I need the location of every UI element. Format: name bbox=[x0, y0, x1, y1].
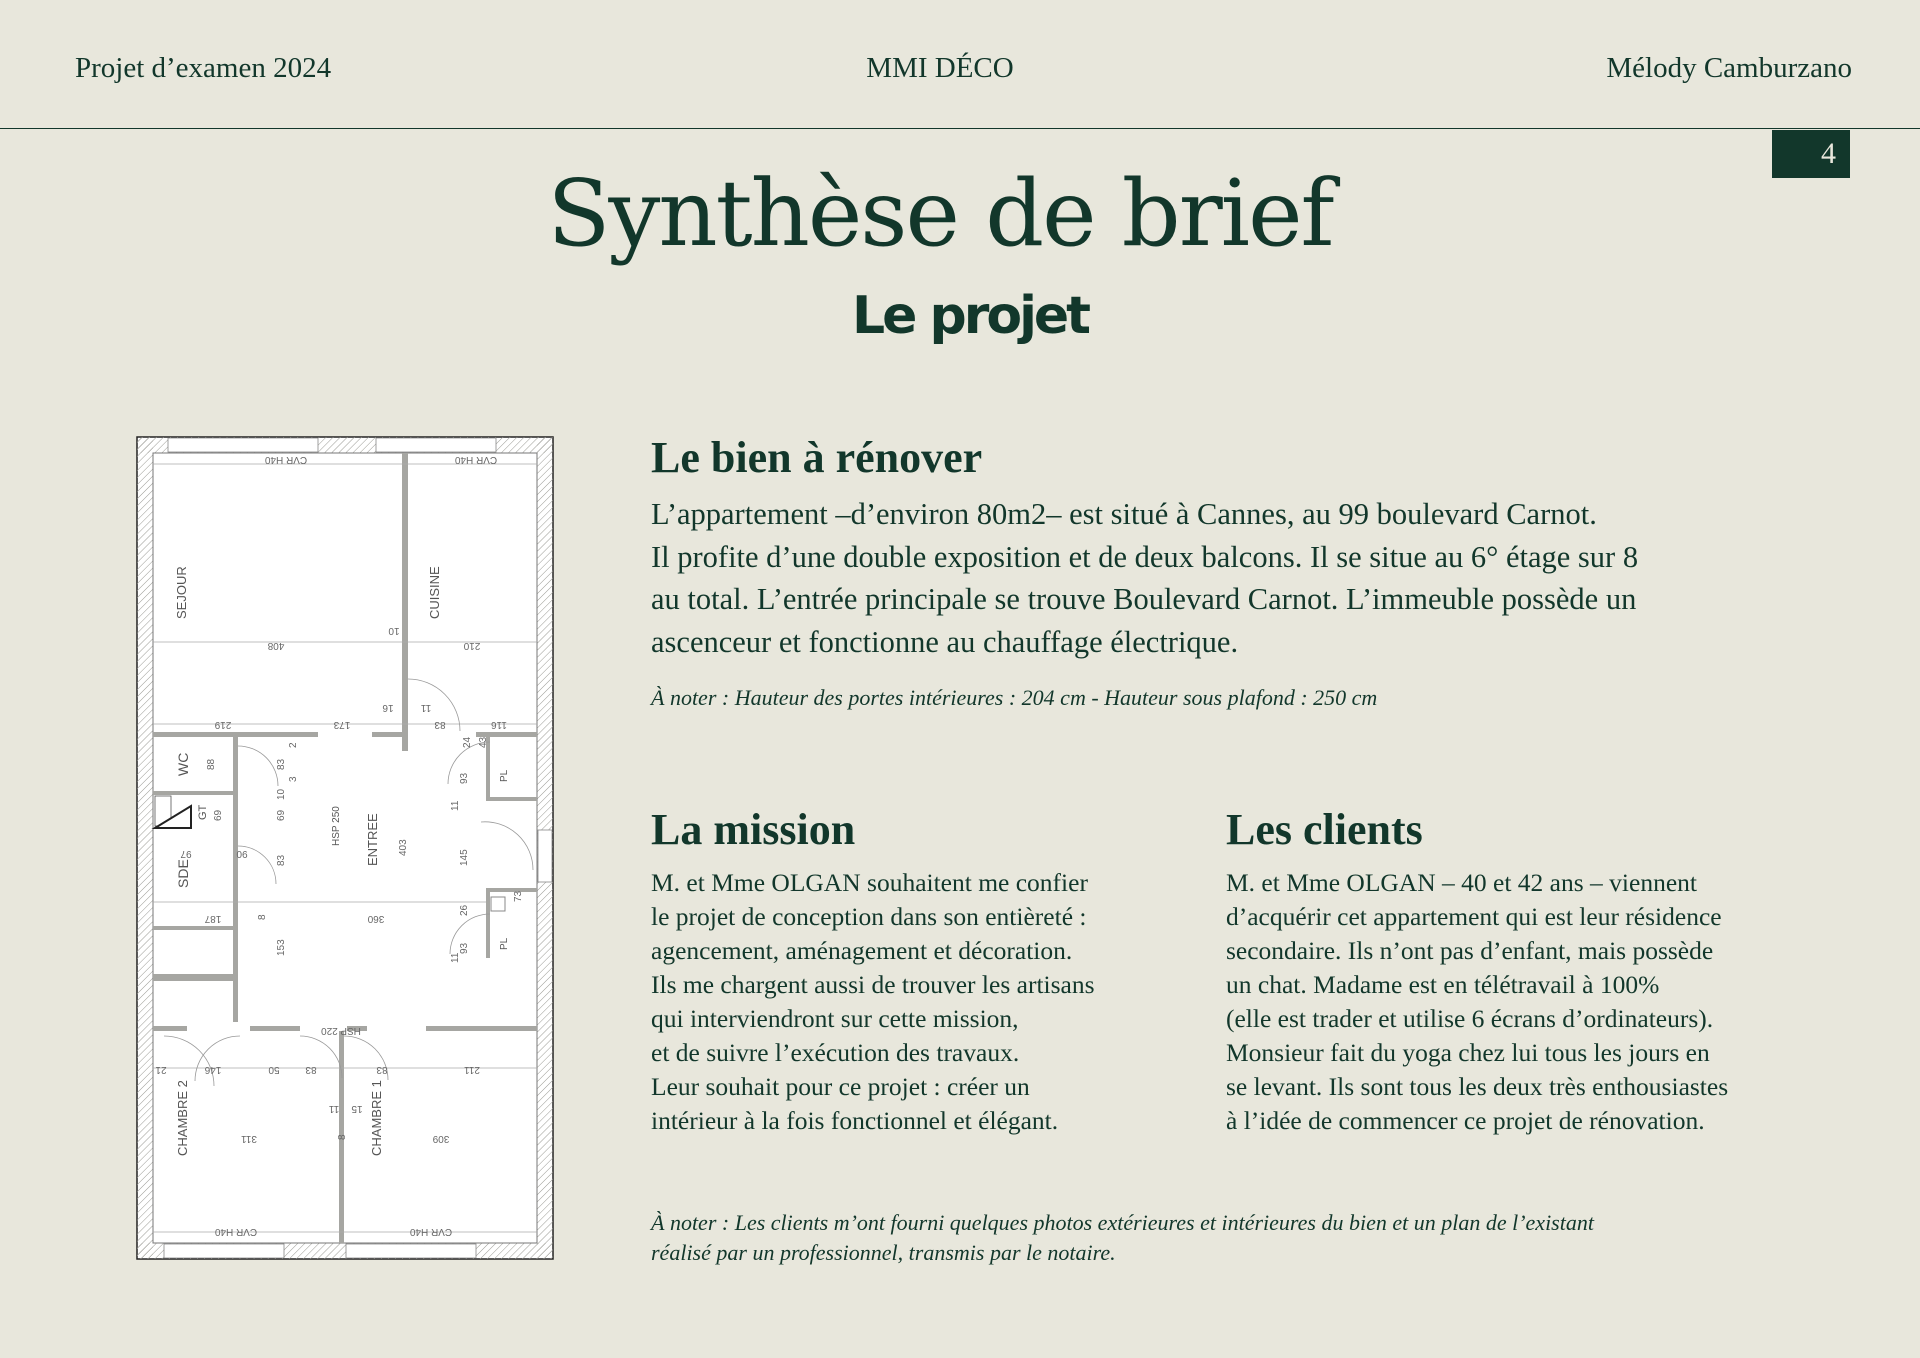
dim-10b: 10 bbox=[276, 788, 287, 800]
dim-11c: 11 bbox=[450, 800, 461, 811]
dim-116: 116 bbox=[491, 719, 507, 730]
dim-50: 50 bbox=[268, 1064, 280, 1075]
clients-line: à l’idée de commencer ce projet de rénovation. bbox=[1226, 1106, 1705, 1135]
dim-2: 2 bbox=[288, 742, 299, 748]
dim-88: 88 bbox=[206, 758, 217, 770]
plan-label-pl-2: PL bbox=[499, 937, 510, 950]
mission-line: et de suivre l’exécution des travaux. bbox=[651, 1038, 1020, 1067]
header-brand: MMI DÉCO bbox=[866, 52, 1014, 84]
room-label-wc: WC bbox=[175, 752, 191, 776]
plan-label-hsp250: HSP 250 bbox=[331, 806, 342, 846]
clients-line: Monsieur fait du yoga chez lui tous les jours en bbox=[1226, 1038, 1710, 1067]
mission-line: agencement, aménagement et décoration. bbox=[651, 936, 1073, 965]
dim-408: 408 bbox=[267, 640, 285, 651]
clients-line: M. et Mme OLGAN – 40 et 42 ans – viennent bbox=[1226, 868, 1697, 897]
dim-26: 26 bbox=[459, 904, 470, 916]
clients-line: un chat. Madame est en télétravail à 100% bbox=[1226, 970, 1660, 999]
clients-line: secondaire. Ils n’ont pas d’enfant, mais possède bbox=[1226, 936, 1714, 965]
dim-173: 173 bbox=[333, 719, 351, 730]
page-number: 4 bbox=[1772, 130, 1850, 178]
mission-line: Ils me chargent aussi de trouver les artisans bbox=[651, 970, 1095, 999]
bien-line: Il profite d’une double exposition et de deux balcons. Il se situe au 6° étage sur 8 bbox=[651, 539, 1639, 574]
footer-note-line: réalisé par un professionnel, transmis par le notaire. bbox=[651, 1240, 1116, 1265]
room-label-cuisine: CUISINE bbox=[427, 566, 442, 619]
dim-73: 73 bbox=[513, 890, 524, 902]
bien-line: L’appartement –d’environ 80m2– est situé à Cannes, au 99 boulevard Carnot. bbox=[651, 497, 1597, 531]
dim-69: 69 bbox=[213, 809, 224, 821]
dim-311: 311 bbox=[241, 1133, 257, 1144]
section-heading-bien: Le bien à rénover bbox=[651, 433, 983, 482]
dim-43: 43 bbox=[478, 736, 489, 748]
page-subtitle: Le projet bbox=[851, 286, 1089, 346]
dim-83-v2: 83 bbox=[276, 854, 287, 866]
floor-plan bbox=[136, 436, 554, 1260]
plan-label-cvr-4: CVR H40 bbox=[409, 1226, 453, 1237]
dim-93b: 93 bbox=[459, 942, 470, 954]
dim-83-v1: 83 bbox=[276, 758, 287, 770]
dim-15: 15 bbox=[351, 1103, 363, 1114]
footer-note bbox=[651, 1208, 1594, 1268]
clients-line: d’acquérir cet appartement qui est leur résidence bbox=[1226, 902, 1722, 931]
dim-11b: 11 bbox=[328, 1103, 340, 1114]
dim-8b: 8 bbox=[337, 1134, 348, 1140]
dim-21: 21 bbox=[155, 1064, 167, 1075]
dim-3: 3 bbox=[288, 776, 299, 782]
bien-line: au total. L’entrée principale se trouve Boulevard Carnot. L’immeuble possède un bbox=[651, 582, 1637, 616]
room-label-chambre-2: CHAMBRE 2 bbox=[175, 1080, 190, 1156]
plan-label-hsp220: HSP 220 bbox=[321, 1025, 361, 1036]
clients-line: se levant. Ils sont tous les deux très enthousiastes bbox=[1226, 1072, 1729, 1101]
bien-note: À noter : Hauteur des portes intérieures : 204 cm - Hauteur sous plafond : 250 cm bbox=[651, 685, 1378, 710]
dim-83c: 83 bbox=[376, 1064, 388, 1075]
dim-69b: 69 bbox=[276, 809, 287, 821]
dim-219: 219 bbox=[214, 719, 232, 730]
page-header bbox=[0, 0, 1920, 129]
room-label-entree: ENTREE bbox=[365, 813, 380, 866]
plan-label-cvr-1: CVR H40 bbox=[264, 454, 308, 465]
dim-16: 16 bbox=[382, 702, 394, 713]
page-title: Synthèse de brief bbox=[547, 160, 1333, 267]
mission-line: le projet de conception dans son entièreté : bbox=[651, 902, 1087, 931]
plan-label-gt: GT bbox=[197, 804, 209, 820]
room-label-sejour: SEJOUR bbox=[174, 566, 189, 619]
mission-line: Leur souhait pour ce projet : créer un bbox=[651, 1072, 1030, 1101]
dim-90: 90 bbox=[236, 848, 248, 859]
dim-10: 10 bbox=[388, 625, 400, 636]
dim-97: 97 bbox=[180, 848, 192, 859]
dim-153: 153 bbox=[276, 939, 287, 956]
dim-8: 8 bbox=[257, 914, 268, 920]
dim-24: 24 bbox=[462, 736, 473, 748]
mission-line: M. et Mme OLGAN souhaitent me confier bbox=[651, 868, 1088, 897]
room-label-chambre-1: CHAMBRE 1 bbox=[369, 1080, 384, 1156]
dim-360: 360 bbox=[367, 913, 385, 924]
dim-211: 211 bbox=[464, 1064, 480, 1075]
dim-11: 11 bbox=[420, 702, 432, 713]
dim-83: 83 bbox=[434, 719, 446, 730]
plan-label-cvr-2: CVR H40 bbox=[454, 454, 498, 465]
room-label-sde: SDE bbox=[175, 859, 191, 888]
plan-label-pl: PL bbox=[499, 769, 510, 782]
bien-line: ascenceur et fonctionne au chauffage électrique. bbox=[651, 624, 1239, 659]
plan-label-cvr-3: CVR H40 bbox=[214, 1226, 258, 1237]
clients-line: (elle est trader et utilise 6 écrans d’ordinateurs). bbox=[1226, 1004, 1714, 1033]
mission-line: intérieur à la fois fonctionnel et élégant. bbox=[651, 1106, 1059, 1135]
header-project-label: Projet d’examen 2024 bbox=[75, 52, 332, 84]
footer-note-line: À noter : Les clients m’ont fourni quelques photos extérieures et intérieures du bien et un plan de l’existant bbox=[651, 1210, 1594, 1235]
dim-93: 93 bbox=[459, 772, 470, 784]
section-heading-mission: La mission bbox=[651, 805, 856, 854]
dim-187: 187 bbox=[204, 913, 222, 924]
section-heading-clients: Les clients bbox=[1226, 805, 1423, 854]
mission-line: qui interviendront sur cette mission, bbox=[651, 1004, 1019, 1033]
dim-83b: 83 bbox=[305, 1064, 317, 1075]
dim-309: 309 bbox=[432, 1133, 450, 1144]
clients-description bbox=[1226, 866, 1728, 1138]
dim-145: 145 bbox=[459, 849, 470, 866]
dim-146: 146 bbox=[204, 1064, 222, 1075]
header-author: Mélody Camburzano bbox=[1606, 52, 1852, 84]
mission-description bbox=[651, 866, 1095, 1138]
dim-11d: 11 bbox=[450, 952, 461, 963]
dim-403: 403 bbox=[398, 839, 409, 856]
bien-description bbox=[651, 493, 1638, 663]
dim-210: 210 bbox=[463, 640, 481, 651]
